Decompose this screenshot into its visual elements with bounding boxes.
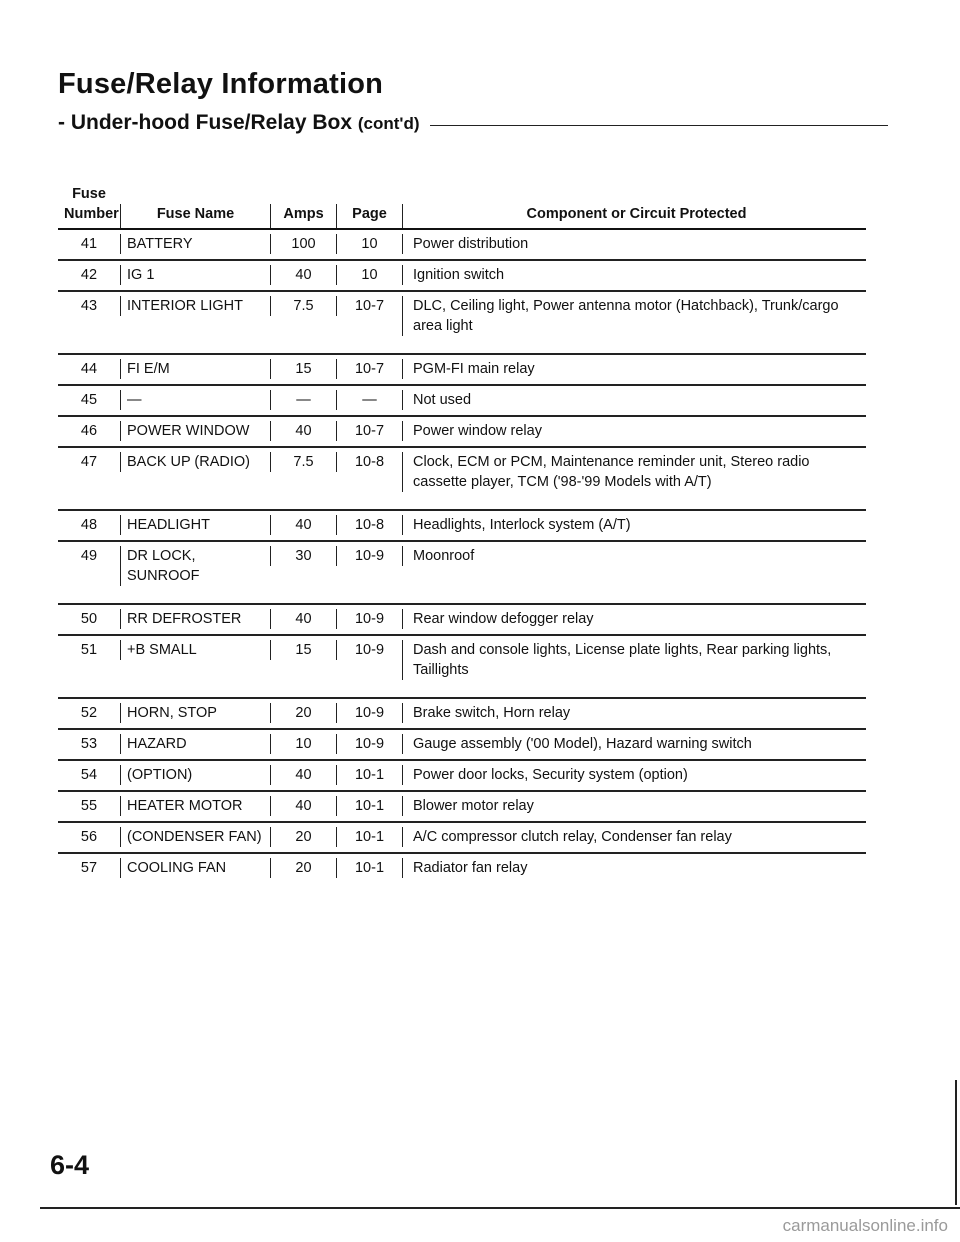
fuse-name-cell: HEATER MOTOR [120,796,270,816]
page-cell: 10-1 [336,796,402,816]
component-cell: Headlights, Interlock system (A/T) [402,515,866,535]
fuse-number-cell: 43 [80,298,98,314]
subtitle-text [58,111,430,135]
fuse-name-cell: BACK UP (RADIO) [120,452,270,472]
component-cell: Brake switch, Horn relay [402,703,866,723]
table-body [58,230,866,933]
amps-cell: 20 [270,703,336,723]
fuse-name-cell: +B SMALL [120,640,270,660]
amps-cell: 100 [270,234,336,254]
subtitle-main: - Under-hood Fuse/Relay Box [58,111,353,134]
fuse-number-cell: 56 [80,829,98,845]
page-cell: 10-1 [336,827,402,847]
page-cell: — [336,390,402,410]
table-row [58,511,866,542]
fuse-number-cell: 54 [80,767,98,783]
page-cell: 10-1 [336,858,402,878]
page-cell: 10-9 [336,703,402,723]
fuse-number-cell: 52 [80,705,98,721]
fuse-number-cell: 46 [80,423,98,439]
component-cell: Dash and console lights, License plate lights, Rear parking lights, Taillights [402,640,866,680]
component-cell: Blower motor relay [402,796,866,816]
table-row [58,417,866,448]
component-cell: Radiator fan relay [402,858,866,878]
fuse-name-cell: POWER WINDOW [120,421,270,441]
amps-cell: 10 [270,734,336,754]
page-cell: 10 [336,265,402,285]
header-fuse-number-line1: Fuse [72,186,106,202]
fuse-name-cell: HAZARD [120,734,270,754]
header-fuse-name: Fuse Name [120,204,270,228]
fuse-number-cell: 57 [80,860,98,876]
fuse-name-cell: (CONDENSER FAN) [120,827,270,847]
subtitle-contd: (cont'd) [357,114,420,133]
page-cell: 10-9 [336,734,402,754]
header-fuse-number-line2: Number [64,206,119,222]
component-cell: A/C compressor clutch relay, Condenser fan relay [402,827,866,847]
page-cell: 10-9 [336,640,402,660]
fuse-number-cell: 53 [80,736,98,752]
fuse-number-cell: 42 [80,267,98,283]
page-cell: 10-7 [336,296,402,316]
page-cell: 10-1 [336,765,402,785]
amps-cell: 40 [270,515,336,535]
header-amps: Amps [270,204,336,228]
table-row [58,355,866,386]
amps-cell: 15 [270,640,336,660]
amps-cell: — [270,390,336,410]
component-cell: Not used [402,390,866,410]
page-cell: 10-7 [336,421,402,441]
fuse-name-cell: DR LOCK, SUNROOF [120,546,270,586]
table-row [58,386,866,417]
table-row [58,636,866,699]
table-header-row [58,178,866,230]
binding-edge [955,1080,957,1205]
section-subtitle [58,111,888,141]
amps-cell: 7.5 [270,296,336,316]
footer-rule [40,1207,960,1209]
fuse-name-cell: HORN, STOP [120,703,270,723]
table-row [58,542,866,605]
component-cell: Gauge assembly ('00 Model), Hazard warning switch [402,734,866,754]
amps-cell: 40 [270,421,336,441]
page-cell: 10-9 [336,609,402,629]
table-row [58,605,866,636]
fuse-number-cell: 44 [80,361,98,377]
table-row [58,823,866,854]
fuse-table [58,178,866,933]
table-row [58,730,866,761]
page-cell: 10-8 [336,515,402,535]
fuse-number-cell: 55 [80,798,98,814]
amps-cell: 40 [270,265,336,285]
amps-cell: 30 [270,546,336,566]
fuse-name-cell: (OPTION) [120,765,270,785]
fuse-number-cell: 51 [80,642,98,658]
page-cell: 10 [336,234,402,254]
page-title: Fuse/Relay Information [58,68,384,100]
amps-cell: 7.5 [270,452,336,472]
fuse-name-cell: COOLING FAN [120,858,270,878]
watermark-text: carmanualsonline.info [782,1216,948,1235]
fuse-name-cell: INTERIOR LIGHT [120,296,270,316]
amps-cell: 40 [270,765,336,785]
fuse-name-cell: HEADLIGHT [120,515,270,535]
page-cell: 10-9 [336,546,402,566]
amps-cell: 20 [270,827,336,847]
component-cell: Ignition switch [402,265,866,285]
amps-cell: 40 [270,609,336,629]
component-cell: Clock, ECM or PCM, Maintenance reminder unit, Stereo radio cassette player, TCM ('98-'99 Models with A/T) [402,452,866,492]
page-cell: 10-8 [336,452,402,472]
component-cell: Power window relay [402,421,866,441]
component-cell: Rear window defogger relay [402,609,866,629]
component-cell: Power distribution [402,234,866,254]
amps-cell: 15 [270,359,336,379]
page-cell: 10-7 [336,359,402,379]
fuse-number-cell: 50 [80,611,98,627]
page-number: 6-4 [50,1150,90,1180]
table-row [58,292,866,355]
component-cell: Power door locks, Security system (option) [402,765,866,785]
component-cell: Moonroof [402,546,866,566]
component-cell: DLC, Ceiling light, Power antenna motor (Hatchback), Trunk/cargo area light [402,296,866,336]
amps-cell: 20 [270,858,336,878]
table-row [58,230,866,261]
fuse-number-cell: 41 [80,236,98,252]
table-row [58,854,866,933]
fuse-number-cell: 47 [80,454,98,470]
component-cell: PGM-FI main relay [402,359,866,379]
fuse-number-cell: 45 [80,392,98,408]
fuse-name-cell: IG 1 [120,265,270,285]
table-row [58,699,866,730]
fuse-name-cell: BATTERY [120,234,270,254]
table-row [58,761,866,792]
header-page: Page [336,204,402,228]
fuse-number-cell: 49 [80,548,98,564]
header-fuse-number [58,184,120,228]
table-row [58,792,866,823]
header-component: Component or Circuit Protected [402,204,866,228]
amps-cell: 40 [270,796,336,816]
table-row [58,448,866,511]
fuse-name-cell: RR DEFROSTER [120,609,270,629]
fuse-name-cell: FI E/M [120,359,270,379]
table-row [58,261,866,292]
fuse-name-cell: — [120,390,270,410]
fuse-number-cell: 48 [80,517,98,533]
